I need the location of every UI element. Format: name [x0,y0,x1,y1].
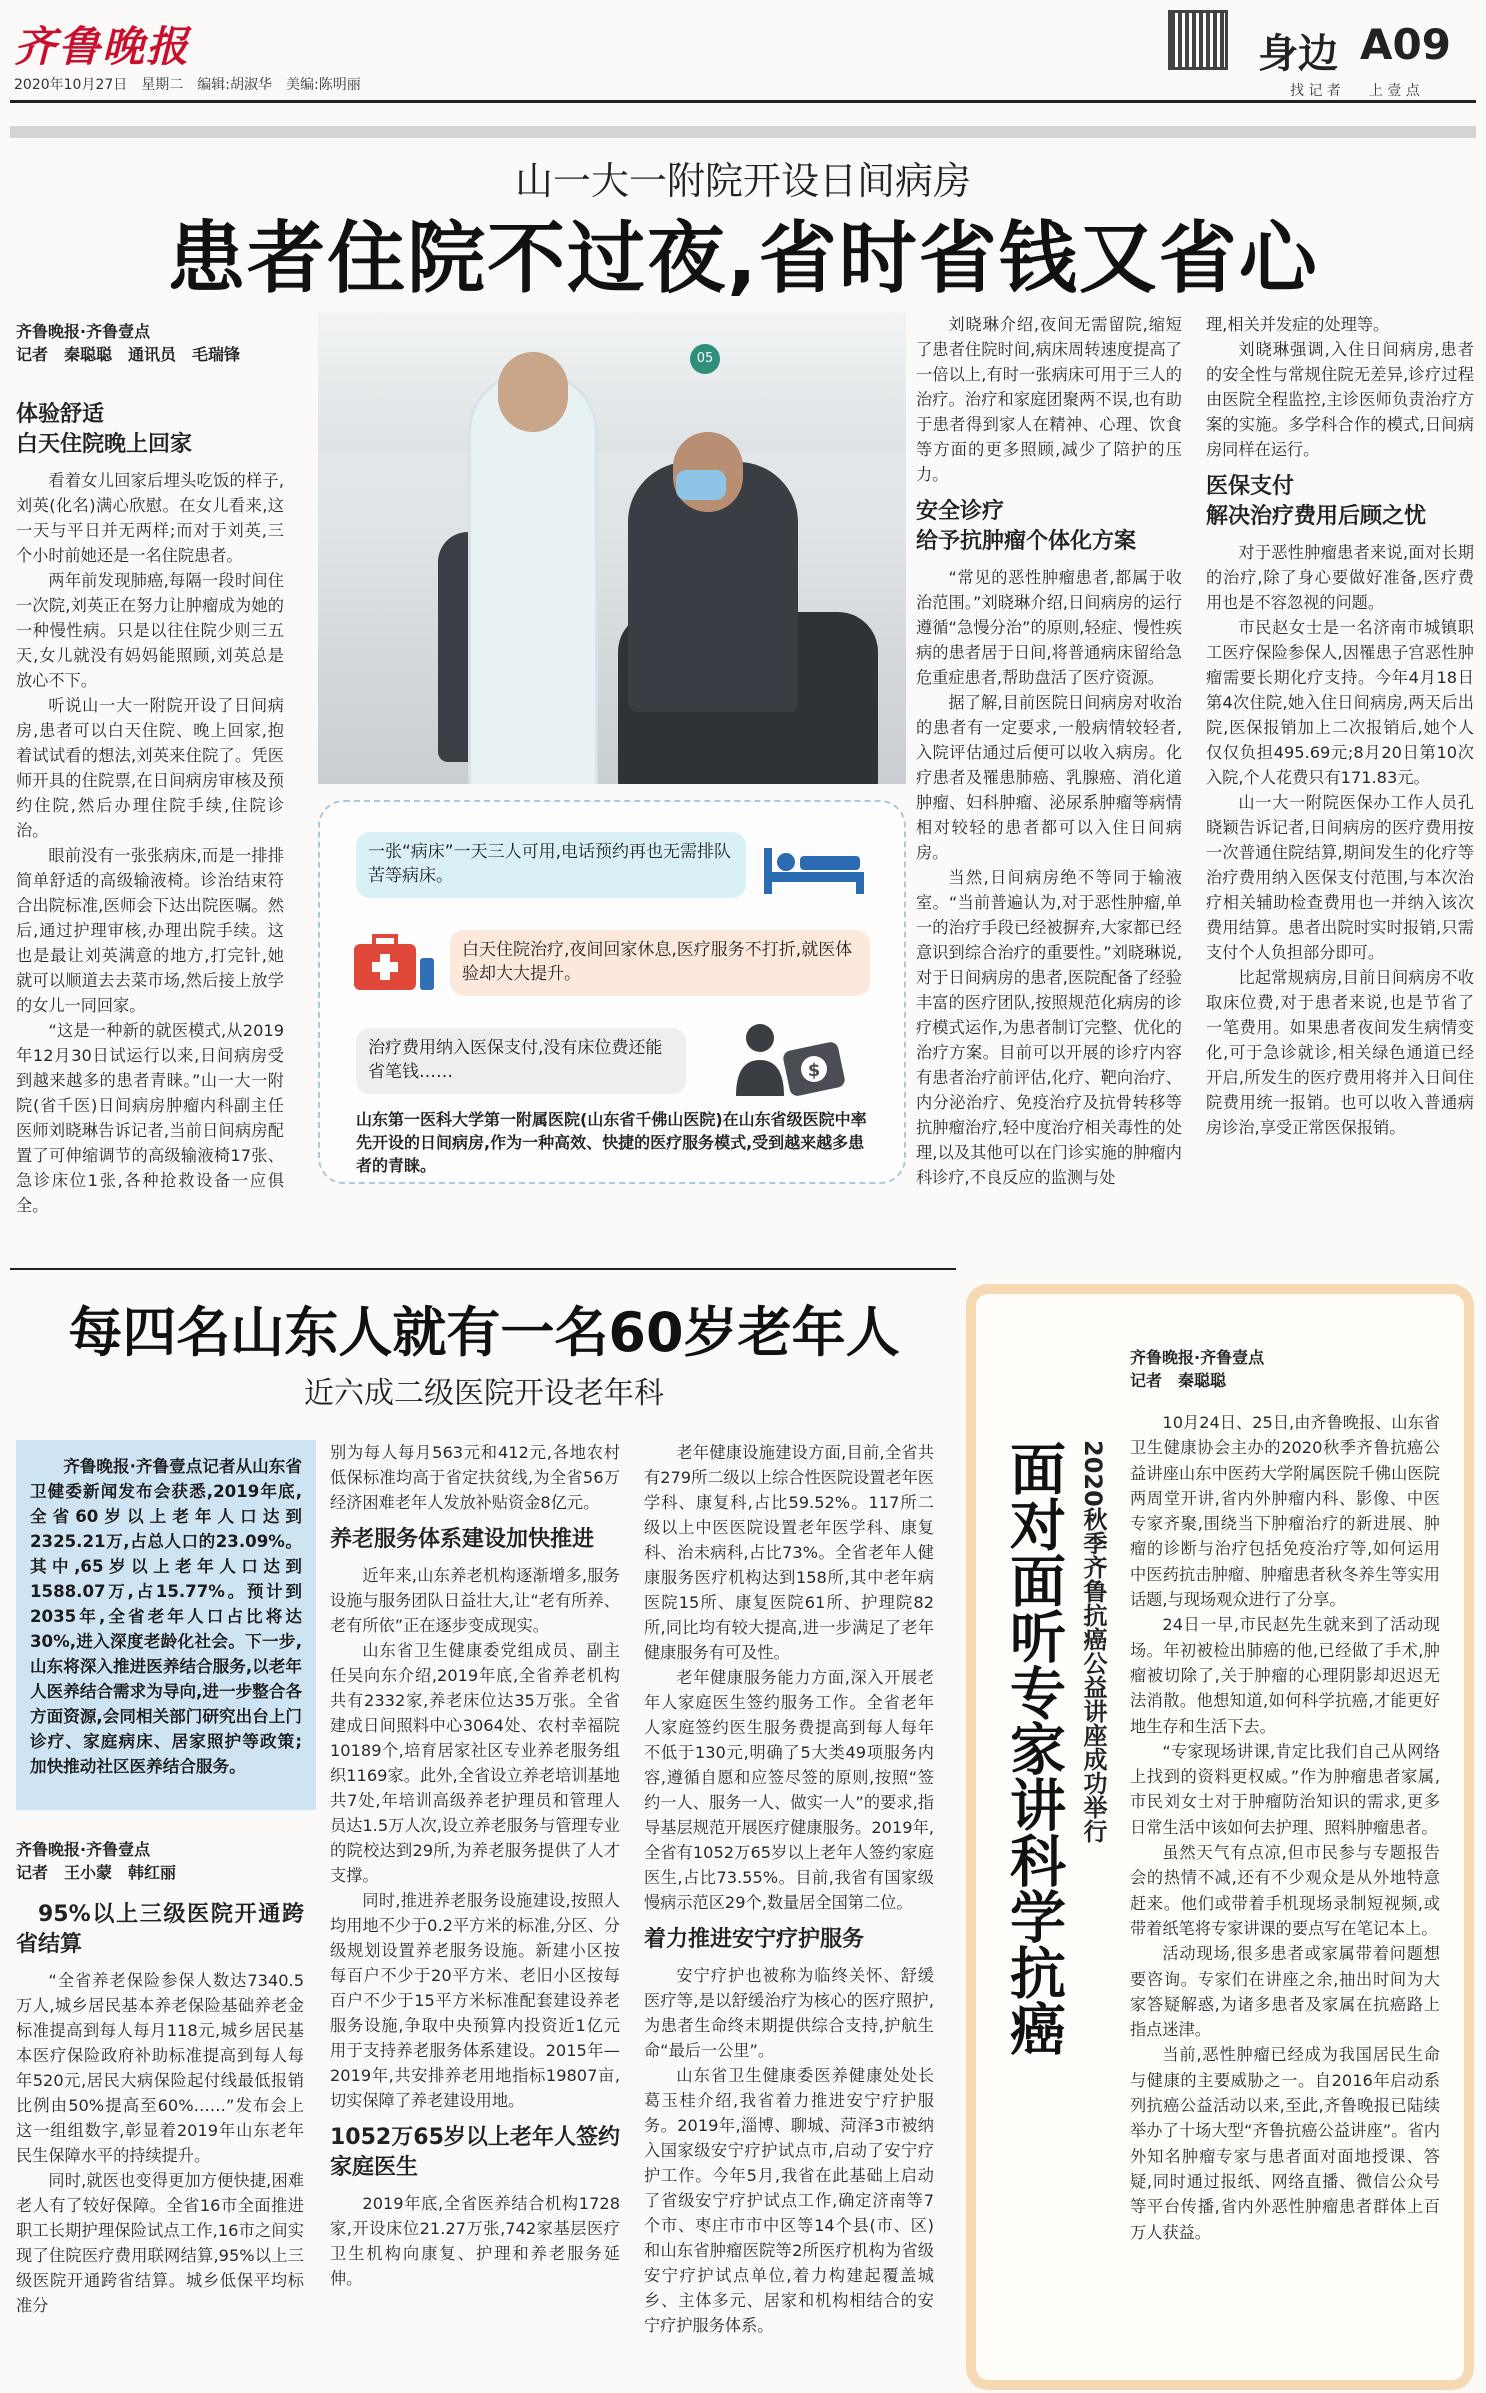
a2-lead-box: 齐鲁晚报·齐鲁壹点记者从山东省卫健委新闻发布会获悉,2019年底,全省60岁以上老年人口达到2325.21万,占总人口的23.09%。其中,65岁以上老年人口达到1588.07万,占15.77%。预计到2035年,全省老年人口占比将达30%,进入深度老龄化社会。下一步,山东将深入推进医养结合服务,以老年人医养结合需求为导向,进一步整合各方面资源,会同相关部门研究出台上门诊疗、家庭病床、居家照护等政策;加快推动社区医养结合服务。 [16,1440,316,1810]
masthead-logo: 齐鲁晚报 [14,22,191,71]
a2-c1-p: 同时,就医也变得更加方便快捷,困难老人有了较好保障。全省16市全面推进职工长期护理保险试点工作,16市之间实现了住院医疗费用联网结算,95%以上三级医院开通跨省结算。城乡低保平均标准分 [16,2171,304,2315]
a2-c3-p: 安宁疗护也被称为临终关怀、舒缓医疗等,是以舒缓治疗为核心的医疗照护,为患者生命终末期提供综合支持,护航生命“最后一公里”。 [644,1966,934,2060]
a1-title: 患者住院不过夜,省时省钱又省心 [167,214,1319,304]
a3-p: 当前,恶性肿瘤已经成为我国居民生命与健康的主要威胁之一。自2016年启动系列抗癌公益活动以来,至此,齐鲁晚报已陆续举办了十场大型“齐鲁抗癌公益讲座”。省内外知名肿瘤专家与患者面对面地授课、答疑,同时通过报纸、网络直播、微信公众号等平台传播,省内外恶性肿瘤患者群体上百万人获益。 [1130,2045,1440,2242]
a1-c1-p: 看着女儿回家后埋头吃饭的样子,刘英(化名)满心欣慰。在女儿看来,这一天与平日并无两样;而对于刘英,三个小时前她还是一名住院患者。 [16,471,284,565]
a2-byline [16,1838,306,1884]
a3-byline-reporter: 记者 秦聪聪 [1130,1371,1227,1390]
a2-c2-p: 近年来,山东养老机构逐渐增多,服务设施与服务团队日益壮大,让“老有所养、老有所依”正在逐步变成现实。 [330,1566,620,1635]
a2-c2-p: 2019年底,全省医养结合机构1728家,开设床位21.27万张,742家基层医疗卫生机构向康复、护理和养老服务延伸。 [330,2194,620,2288]
grey-band [10,126,1476,138]
hospital-photo [318,312,906,784]
a1-c3-p: 市民赵女士是一名济南市城镇职工医疗保险参保人,因罹患子宫恶性肿瘤需要长期化疗支持。今年4月18日第4次住院,她入住日间病房,两天后出院,医保报销加上二次报销后,她个人仅仅负担495.69元;8月20日第10次入院,个人花费只有171.83元。 [1206,618,1474,787]
a3-p: 24日一早,市民赵先生就来到了活动现场。年初被检出肺癌的他,已经做了手术,肿瘤被切除了,关于肿瘤的心理阴影却迟迟无法消散。他想知道,如何科学抗癌,才能更好地生存和生活下去。 [1130,1615,1440,1736]
photo-badge: 05 [690,344,720,374]
a3-body [1130,1410,1440,2370]
a1-byline [16,320,286,366]
payment-icon [730,1016,850,1106]
a1-subhead-2: 安全诊疗 给予抗肿瘤个体化方案 [916,499,1137,554]
a2-byline-reporters: 记者 王小蒙 韩红丽 [16,1863,177,1882]
a1-column-1 [16,400,284,1270]
a3-title: 面对面听专家讲科学抗癌 [1001,1440,1066,2056]
a3-p: 虽然天气有点凉,但市民参与专题报告会的热情不减,还有不少观众是从外地特意赶来。他们或带着手机现场录制短视频,或带着纸笔将专家讲课的要点写在笔记本上。 [1130,1843,1440,1938]
article-divider [10,1268,956,1270]
photo-nurse [468,372,598,784]
a1-c3-p: 比起常规病房,目前日间病房不收取床位费,对于患者来说,也是节省了一笔费用。如果患者夜间发生病情变化,可于急诊就诊,相关绿色通道已经开启,所发生的医疗费用将并入日间住院费用统一报销。也可以收入普通病房诊治,享受正常医保报销。 [1206,968,1474,1137]
a1-c3-p: 山一大一附院医保办工作人员孔晓颖告诉记者,日间病房的医疗费用按一次普通住院结算,期间发生的化疗等治疗费用纳入医保支付范围,与本次治疗相关辅助检查费用也一并纳入该次费用结算。患者出院时实时报销,只需支付个人负担部分即可。 [1206,793,1474,962]
a1-byline-source: 齐鲁晚报·齐鲁壹点 [16,322,151,341]
photo-patient-mask [676,470,726,500]
a1-c2-p: 据了解,目前医院日间病房对收治的患者有一定要求,一般病情较轻者,入院评估通过后便可以收入病房。化疗患者及罹患肺癌、乳腺癌、消化道肿瘤、妇科肿瘤、泌尿系肿瘤等病情相对较轻的患者都可以入住日间病房。 [916,693,1182,862]
a3-side-title: 2020秋季齐鲁抗癌公益讲座成功举行 [1079,1440,1107,1843]
a2-c3-p: 山东省卫生健康委医养健康处处长葛玉桂介绍,我省着力推进安宁疗护服务。2019年,淄博、聊城、菏泽3市被纳入国家级安宁疗护试点市,启动了安宁疗护工作。今年5月,我省在此基础上启动了省级安宁疗护试点工作,确定济南等7个市、枣庄市市中区等14个县(市、区)和山东省肿瘤医院等2所医疗机构为省级安宁疗护试点单位,着力构建起覆盖城乡、主体多元、居家和机构相结合的安宁疗护服务体系。 [644,2066,934,2335]
a1-c2-p: 当然,日间病房绝不等同于输液室。“当前普遍认为,对于恶性肿瘤,单一的治疗手段已经被摒弃,大家都已经意识到综合治疗的重要性。”刘晓琳说,对于日间病房的患者,医院配备了经验丰富的医疗团队,按照规范化病房的诊疗模式运作,为患者制订完整、优化的治疗方案。目前可以开展的诊疗内容有患者治疗前评估,化疗、靶向治疗、内分泌治疗、免疫治疗及抗骨转移等抗肿瘤治疗,轻中度治疗相关毒性的处理,以及其他可以在门诊实施的肿瘤内科诊疗,不良反应的监测与处 [916,868,1182,1187]
photo-window [318,312,906,452]
header-rule [10,100,1476,103]
a1-kicker: 山一大一附院开设日间病房 [514,159,971,203]
info-card-2: 白天住院治疗,夜间回家休息,医疗服务不打折,就医体验却大大提升。 [450,930,870,996]
a3-p: 10月24日、25日,由齐鲁晚报、山东省卫生健康协会主办的2020秋季齐鲁抗癌公益讲座山东中医药大学附属医院千佛山医院两周堂开讲,省内外肿瘤内科、影像、中医专家齐聚,围绕当下肿瘤治疗的新进展、肿瘤的诊断与治疗包括免疫治疗等,如何运用中医药抗击肿瘤、肿瘤患者秋冬养生等实用话题,与现场观众进行了分享。 [1130,1413,1440,1610]
info-card-3: 治疗费用纳入医保支付,没有床位费还能省笔钱…… [356,1028,686,1094]
medkit-icon [350,932,436,996]
a2-c3-p: 老年健康设施建设方面,目前,全省共有279所二级以上综合性医院设置老年医学科、康复科,占比59.52%。117所二级以上中医医院设置老年医学科、康复科、治未病科,占比73%。全省老年人健康服务医疗机构达到158所,其中老年病医院15所、康复医院61所、护理院82所,同比均有较大提高,进一步满足了老年健康服务有可及性。 [644,1443,934,1662]
a3-byline [1130,1346,1430,1392]
a3-p: “专家现场讲课,肯定比我们自己从网络上找到的资料更权威。”作为肿瘤患者家属,市民刘女士对于肿瘤防治知识的需求,更多日常生活中该如何去护理、照料肿瘤患者。 [1130,1741,1440,1837]
a2-column-1 [16,1900,304,2390]
header-meta: 2020年10月27日 星期二 编辑:胡淑华 美编:陈明丽 [14,77,361,93]
a1-c3-p: 理,相关并发症的处理等。 [1206,315,1390,334]
a3-byline-source: 齐鲁晚报·齐鲁壹点 [1130,1348,1265,1367]
a2-heading-3: 1052万65岁以上老年人签约家庭医生 [330,2125,620,2180]
section-name: 身边 [1258,31,1338,77]
qr-code [1168,10,1228,70]
a2-c1-p: “全省养老保险参保人数达7340.5万人,城乡居民基本养老保险基础养老金标准提高到每人每月118元,城乡居民基本医疗保险政府补助标准提高到每人每年520元,居民大病保险起付线最低报销比例由50%提高至60%……”发布会上这一组组数字,彰显着2019年山东老年民生保障水平的持续提升。 [16,1971,304,2165]
a2-c2-p: 同时,推进养老服务设施建设,按照人均用地不少于0.2平方米的标准,分区、分级规划设置养老服务设施。新建小区按每百户不少于20平方米、老旧小区按每百户不少于15平方米标准配套建设养老服务设施,争取中央预算内投资近1亿元用于支持养老服务体系建设。2015年—2019年,共安排养老用地指标19807亩,切实保障了养老建设用地。 [330,1891,620,2110]
header-caption: 找 记 者 上 壹 点 [1290,83,1420,99]
page-number: A09 [1360,20,1451,69]
a1-column-3 [1206,312,1474,1262]
a2-byline-source: 齐鲁晚报·齐鲁壹点 [16,1840,151,1859]
photo-nurse-head [498,352,568,432]
bed-icon [760,838,870,898]
a2-c2-p: 别为每人每月563元和412元,各地农村低保标准均高于省定扶贫线,为全省56万经济困难老年人发放补贴资金8亿元。 [330,1443,620,1512]
a1-c2-p: 刘晓琳介绍,夜间无需留院,缩短了患者住院时间,病床周转速度提高了一倍以上,有时一张病床可用于三人的治疗。治疗和家庭团聚两不误,也有助于患者得到家人在精神、心理、饮食等方面的更多照顾,减少了陪护的压力。 [916,315,1182,484]
a1-c1-p: 眼前没有一张张病床,而是一排排简单舒适的高级输液椅。诊治结束符合出院标准,医师会下达出院医嘱。然后,通过护理审核,办理出院手续。这也是最让刘英满意的地方,打完针,她就可以顺道去去菜市场,然后接上放学的女儿一同回家。 [16,846,284,1015]
a2-c2-p: 山东省卫生健康委党组成员、副主任吴向东介绍,2019年底,全省养老机构共有2332家,养老床位达35万张。全省建成日间照料中心3064处、农村幸福院10189个,培育居家社区专业养老服务组织1169家。此外,全省设立养老培训基地共7处,年培训高级养老护理员和管理人员达1.5万人次,设立养老服务与管理专业的院校达到29所,为养老服务提供了人才支撑。 [330,1641,620,1885]
a1-byline-reporters: 记者 秦聪聪 通讯员 毛瑞锋 [16,345,241,364]
a1-subhead-3: 医保支付 解决治疗费用后顾之忧 [1206,474,1427,529]
a1-column-2 [916,312,1182,1262]
a1-c3-p: 刘晓琳强调,入住日间病房,患者的安全性与常规住院无差异,诊疗过程由医院全程监控,主诊医师负责治疗方案的实施。多学科合作的模式,日间病房同样在运行。 [1206,340,1474,459]
info-card-1: 一张“病床”一天三人可用,电话预约再也无需排队苦等病床。 [356,832,746,898]
a1-c2-p: “常见的恶性肿瘤患者,都属于收治范围。”刘晓琳介绍,日间病房的运行遵循“急慢分治”的原则,轻症、慢性疾病的患者居于日间,将普通病床留给急危重症患者,帮助盘活了医疗资源。 [916,568,1182,687]
a2-heading-1: 95%以上三级医院开通跨省结算 [16,1902,304,1957]
a1-c1-p: 听说山一大一附院开设了日间病房,患者可以白天住院、晚上回家,抱着试试看的想法,刘英来住院了。凭医师开具的住院票,在日间病房审核及预约住院,然后办理住院手续,住院诊治。 [16,696,284,840]
a2-column-2 [330,1440,620,2390]
a2-column-3 [644,1440,934,2390]
info-graphic [318,800,906,1184]
a2-heading-2: 养老服务体系建设加快推进 [330,1527,595,1552]
a1-subhead-1: 体验舒适 白天住院晚上回家 [16,402,193,457]
a2-subtitle: 近六成二级医院开设老年科 [304,1376,664,1411]
a1-c1-p: 两年前发现肺癌,每隔一段时间住一次院,刘英正在努力让肿瘤成为她的一种慢性病。只是以往住院少则三五天,女儿就没有妈妈能照顾,刘英总是放心不下。 [16,571,284,690]
a2-title: 每四名山东人就有一名60岁老年人 [68,1301,900,1364]
a3-p: 活动现场,很多患者或家属带着问题想要咨询。专家们在讲座之余,抽出时间为大家答疑解惑,为诸多患者及家属在抗癌路上指点迷津。 [1130,1944,1440,2040]
info-caption: 山东第一医科大学第一附属医院(山东省千佛山医院)在山东省级医院中率先开设的日间病房,作为一种高效、快捷的医疗服务模式,受到越来越多患者的青睐。 [356,1110,867,1175]
a1-c1-p: “这是一种新的就医模式,从2019年12月30日试运行以来,日间病房受到越来越多的患者青睐。”山一大一附院(省千医)日间病房肿瘤内科副主任医师刘晓琳告诉记者,当前日间病房配置了可伸缩调节的高级输液椅17张、急诊床位1张,各种抢救设备一应俱全。 [16,1021,284,1215]
a1-c3-p: 对于恶性肿瘤患者来说,面对长期的治疗,除了身心要做好准备,医疗费用也是不容忽视的问题。 [1206,543,1474,612]
a2-heading-4: 着力推进安宁疗护服务 [644,1927,865,1952]
a2-c3-p: 老年健康服务能力方面,深入开展老年人家庭医生签约服务工作。全省老年人家庭签约医生服务费提高到每人每年不低于130元,明确了5大类49项服务内容,遵循自愿和应签尽签的原则,按照“签约一人、服务一人、做实一人”的要求,指导基层规范开展医疗健康服务。2019年,全省有1052万65岁以上老年人签约家庭医生,占比73.55%。目前,我省有国家级慢病示范区29个,数量居全国第二位。 [644,1668,934,1912]
svg-text:$: $ [807,1060,821,1081]
